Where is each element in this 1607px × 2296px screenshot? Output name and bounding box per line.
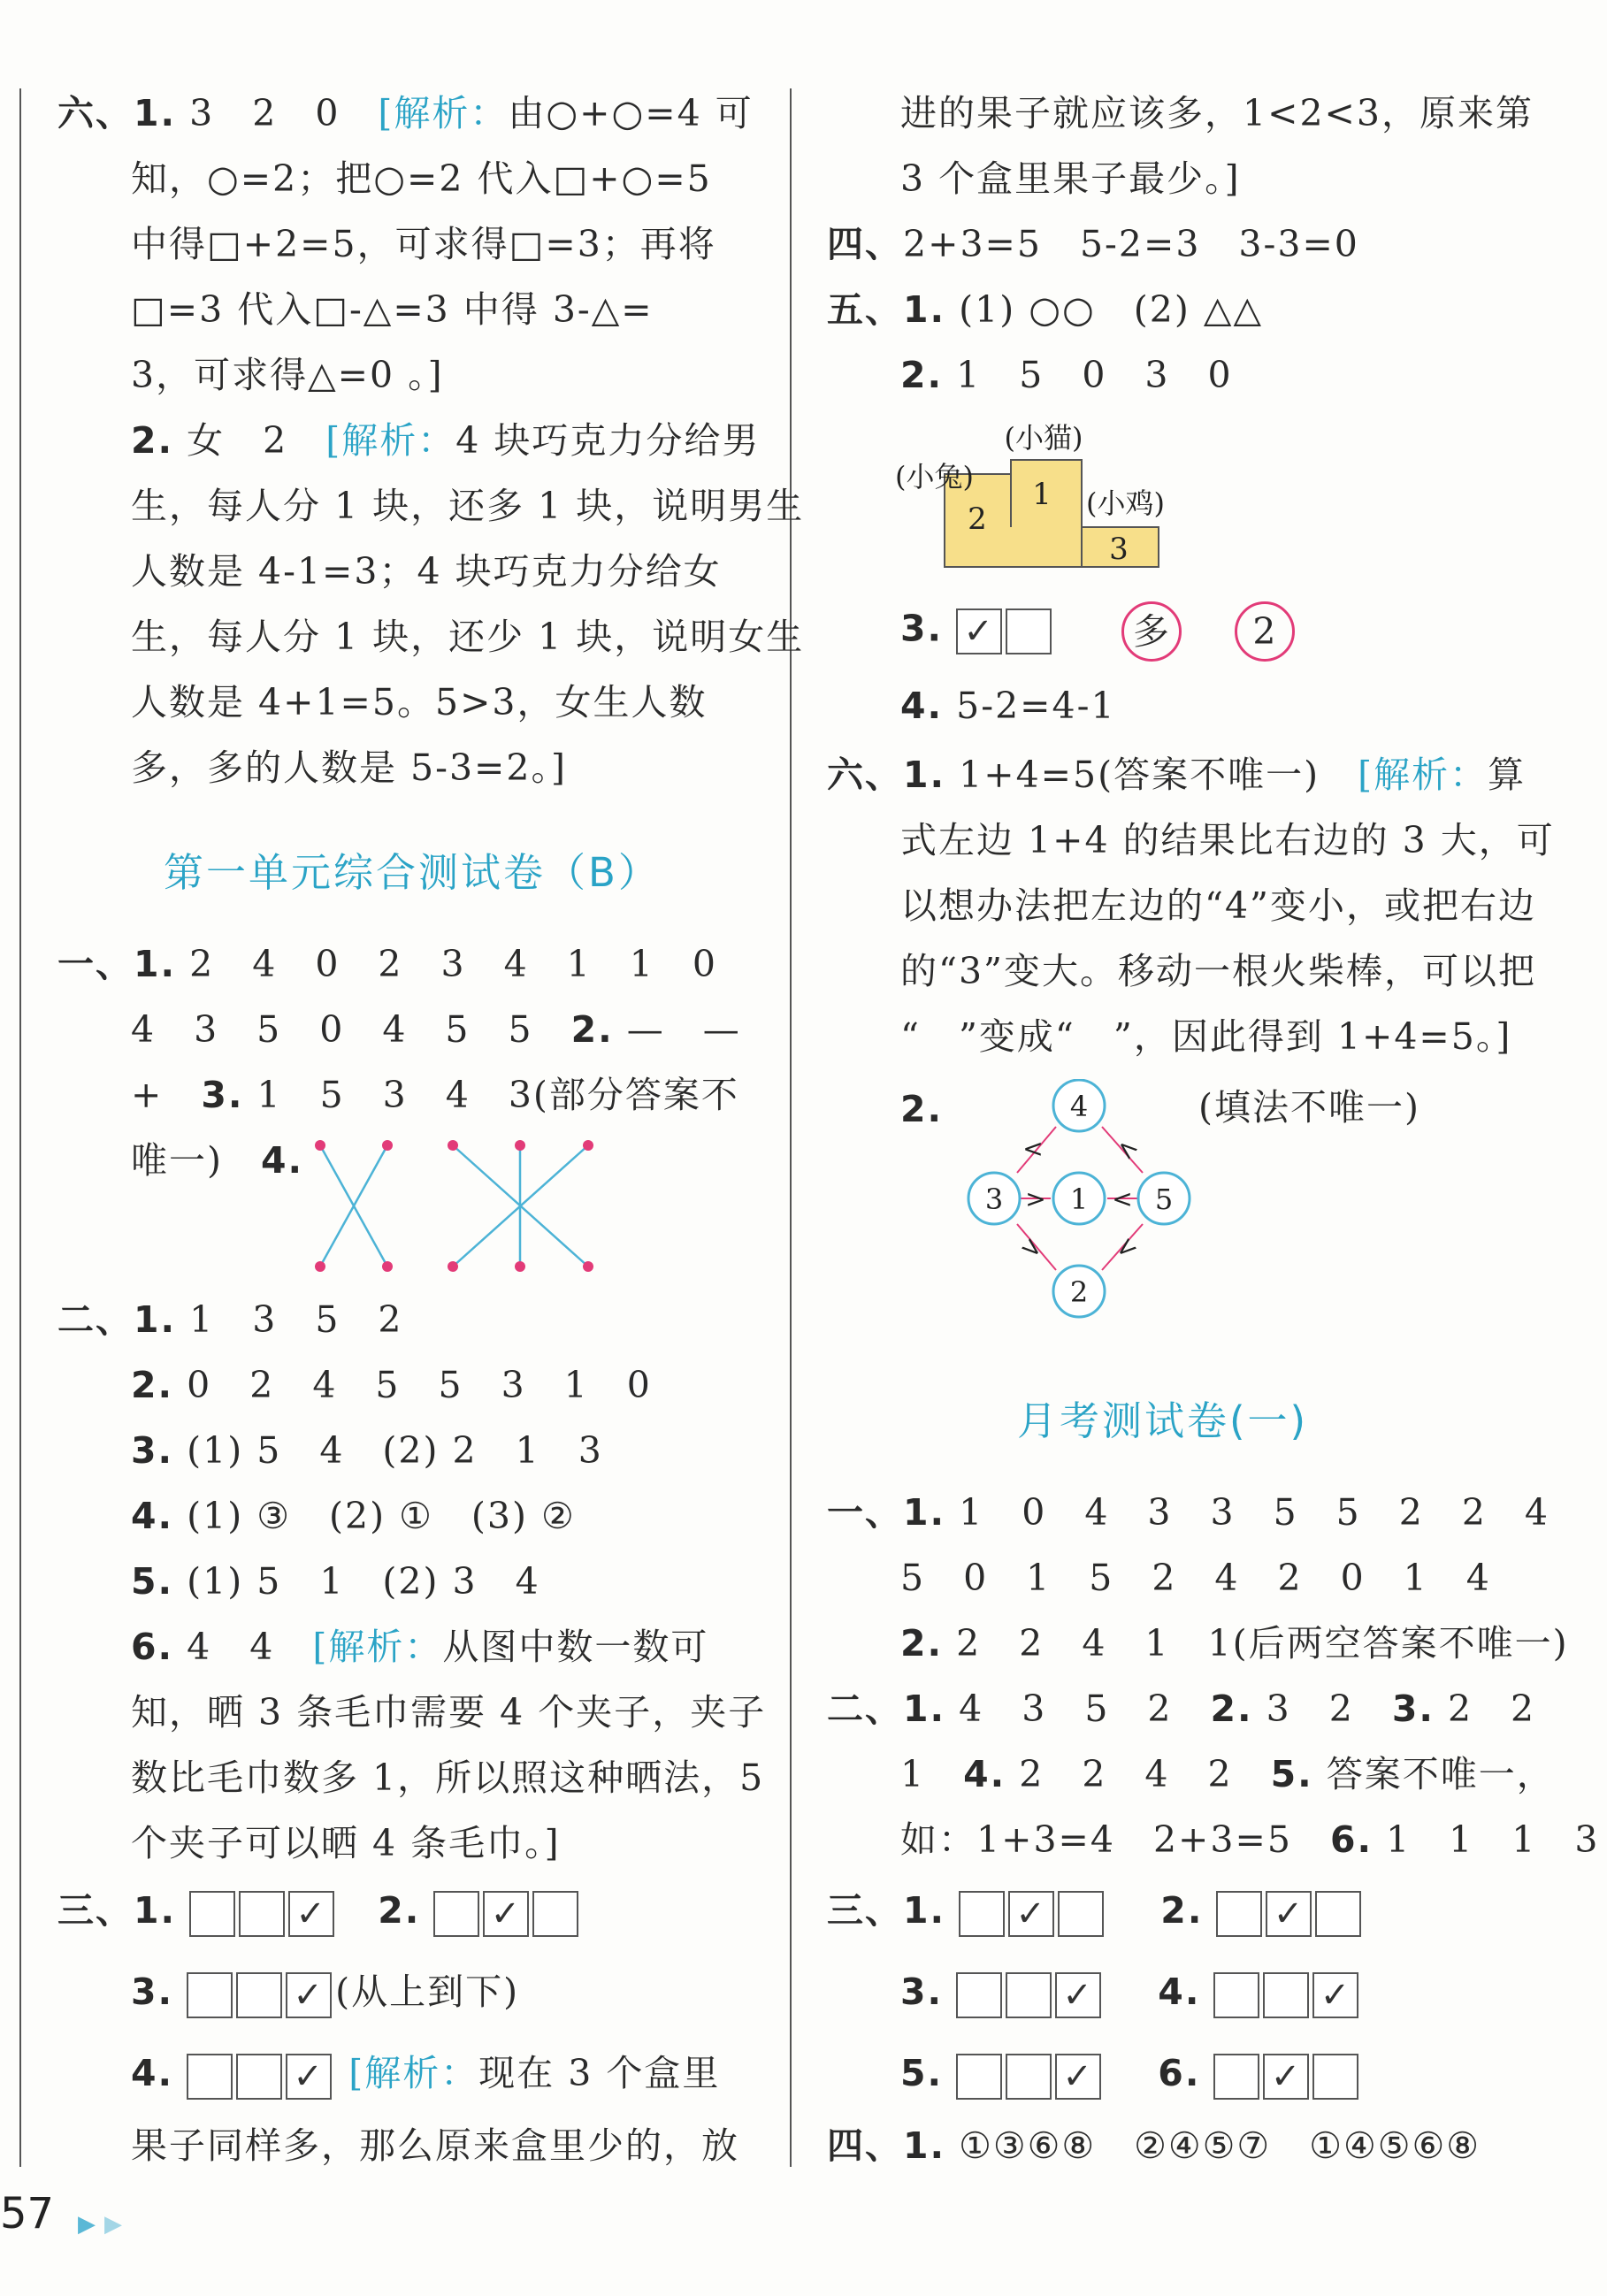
diamond-inequality-figure (937, 1079, 1221, 1344)
right-line-7: 4. 5-2=4-1 (900, 685, 1116, 727)
answer-box-checked: ✓ (1008, 1891, 1054, 1937)
circled-answer: 2 (1235, 601, 1295, 662)
left-line-10: 人数是 4+1=5。5>3，女生人数 (131, 681, 708, 723)
answer-box (1216, 1891, 1262, 1937)
right-line-4: 五、1. (1) ○○ (2) △△ (827, 288, 1263, 331)
left-margin-rule (19, 88, 21, 2167)
left-s3-line-b: 3. ✓ (从上到下) (131, 1967, 519, 2018)
page-arrow-icon: ▶ (78, 2211, 96, 2238)
node-value-right: 5 (1154, 1182, 1174, 1216)
answer-box-checked: ✓ (286, 2054, 332, 2100)
right-line-10: 以想办法把左边的“4”变小，或把右边 (900, 884, 1537, 927)
sign-bottom-left: > (1014, 1229, 1050, 1267)
left-line-3: 中得□+2=5，可求得□=3；再将 (131, 223, 716, 265)
answer-box-checked: ✓ (1266, 1891, 1312, 1937)
right-line-9: 式左边 1+4 的结果比右边的 3 大，可 (900, 819, 1555, 861)
answer-box-checked: ✓ (1312, 1972, 1358, 2018)
answer-box (189, 1891, 235, 1937)
left-s2-line-b: 2. 0 2 4 5 5 3 1 0 (131, 1364, 652, 1406)
podium-label-chick: (小鸡) (1086, 486, 1165, 520)
answer-box (236, 1972, 282, 2018)
right-m3-line-a: 三、1. ✓ 2. ✓ (827, 1886, 1365, 1937)
left-line-1: 六、1. 3 2 0 [解析：由○+○=4 可 (57, 92, 754, 134)
podium-number-1: 1 (1032, 477, 1052, 512)
right-m2-line-c: 如：1+3=4 2+3=5 6. 1 1 1 3 (900, 1818, 1600, 1861)
answer-box (433, 1891, 479, 1937)
sign-center-left: > (1025, 1184, 1046, 1213)
left-line-8: 人数是 4-1=3；4 块巧克力分给女 (131, 550, 722, 593)
answer-box (1006, 2054, 1052, 2100)
match-dot-top-5 (583, 1140, 593, 1151)
podium-number-2: 2 (968, 501, 987, 537)
answer-box (1058, 1891, 1104, 1937)
node-value-bottom: 2 (1069, 1275, 1089, 1309)
answer-box-checked: ✓ (483, 1891, 529, 1937)
match-dot-bottom-4 (515, 1261, 525, 1272)
fill-note: (填法不唯一) (1198, 1086, 1420, 1129)
sign-bottom-right: < (1108, 1229, 1144, 1267)
node-value-top: 4 (1069, 1090, 1089, 1123)
right-m1-line-b: 5 0 1 5 2 4 2 0 1 4 (900, 1557, 1491, 1599)
answer-box-checked: ✓ (286, 1972, 332, 2018)
podium-label-cat: (小猫) (1004, 421, 1083, 455)
right-m4-line: 四、1. ①③⑥⑧ ②④⑤⑦ ①④⑤⑥⑧ (827, 2124, 1481, 2167)
answer-box (1213, 2054, 1259, 2100)
answer-box (532, 1891, 578, 1937)
answer-box (1312, 2054, 1358, 2100)
left-s2-line-c: 3. (1) 5 4 (2) 2 1 3 (131, 1429, 603, 1472)
section-title-unit1-b: 第一单元综合测试卷（B） (164, 849, 661, 896)
answer-box-checked: ✓ (1055, 2054, 1101, 2100)
matching-lines-figure (301, 1132, 601, 1282)
match-dot-top-1 (315, 1140, 325, 1151)
match-dot-bottom-3 (448, 1261, 458, 1272)
right-line-12: “ ”变成“ ”，因此得到 1+4=5。] (900, 1015, 1512, 1058)
answer-box (1315, 1891, 1361, 1937)
node-value-left: 3 (984, 1182, 1004, 1216)
sign-top-right: < (1110, 1130, 1145, 1167)
right-line-2: 3 个盒里果子最少。] (900, 157, 1241, 200)
answer-box (187, 2054, 233, 2100)
left-line-5: 3，可求得△=0 。] (131, 354, 444, 396)
match-dot-bottom-1 (315, 1261, 325, 1272)
right-line-1: 进的果子就应该多，1<2<3，原来第 (900, 92, 1534, 134)
circled-answer: 多 (1121, 601, 1182, 662)
podium-label-rabbit: (小兔) (895, 460, 974, 494)
node-value-center: 1 (1069, 1182, 1089, 1216)
answer-box-checked: ✓ (956, 608, 1002, 654)
left-s2-line-a: 二、1. 1 3 5 2 (57, 1298, 403, 1341)
right-line-3: 四、2+3=5 5-2=3 3-3=0 (827, 223, 1359, 265)
left-s2-line-d: 4. (1) ③ (2) ① (3) ② (131, 1495, 576, 1537)
right-m3-line-b: 3. ✓ 4. ✓ (900, 1967, 1362, 2018)
column-divider (790, 88, 792, 2167)
answer-box (1006, 1972, 1052, 2018)
left-s2-line-e: 5. (1) 5 1 (2) 3 4 (131, 1560, 540, 1603)
answer-box-checked: ✓ (1263, 2054, 1309, 2100)
answer-box (956, 2054, 1002, 2100)
left-s1-line-d: 唯一) 4. (131, 1139, 304, 1182)
left-line-6: 2. 女 2 [解析：4 块巧克力分给男 (131, 419, 761, 462)
section-title-monthly-test-1: 月考测试卷(一) (1017, 1397, 1309, 1444)
answer-box-checked: ✓ (288, 1891, 334, 1937)
left-s2-line-f: 6. 4 4 [解析：从图中数一数可 (131, 1626, 709, 1668)
answer-box (239, 1891, 285, 1937)
page-number: 57 (0, 2189, 55, 2239)
left-s3-line-c: 4. ✓ [解析：现在 3 个盒里 (131, 2048, 720, 2100)
right-m1-line-a: 一、1. 1 0 4 3 3 5 5 2 2 4 (827, 1491, 1550, 1534)
left-line-9: 生，每人分 1 块，还少 1 块，说明女生 (131, 616, 805, 658)
left-line-4: □=3 代入□-△=3 中得 3-△= (131, 288, 654, 331)
match-dot-top-2 (382, 1140, 393, 1151)
sign-center-right: < (1112, 1184, 1133, 1213)
answer-box (187, 1972, 233, 2018)
left-s2-line-h: 数比毛巾数多 1，所以照这种晒法，5 (131, 1756, 765, 1799)
right-line-13: 2. (900, 1088, 944, 1130)
left-s2-line-i: 个夹子可以晒 4 条毛巾。] (131, 1822, 561, 1864)
left-s1-line-b: 4 3 5 0 4 5 5 2. — — (131, 1008, 741, 1051)
answer-box (1006, 608, 1052, 654)
match-dot-top-4 (515, 1140, 525, 1151)
left-line-11: 多，多的人数是 5-3=2。] (131, 746, 567, 789)
left-line-7: 生，每人分 1 块，还多 1 块，说明男生 (131, 485, 805, 527)
answer-box (236, 2054, 282, 2100)
right-m1-line-c: 2. 2 2 4 1 1(后两空答案不唯一) (900, 1622, 1569, 1665)
match-dot-bottom-2 (382, 1261, 393, 1272)
left-s2-line-g: 知，晒 3 条毛巾需要 4 个夹子，夹子 (131, 1691, 767, 1733)
podium-number-3: 3 (1109, 532, 1129, 567)
left-s3-line-d: 果子同样多，那么原来盒里少的，放 (131, 2124, 739, 2167)
right-line-8: 六、1. 1+4=5(答案不唯一) [解析：算 (827, 754, 1527, 796)
right-line-6: 3. ✓ 多 2 (900, 601, 1295, 662)
answer-box (1213, 1972, 1259, 2018)
left-s1-line-a: 一、1. 2 4 0 2 3 4 1 1 0 (57, 943, 717, 985)
right-line-11: 的“3”变大。移动一根火柴棒，可以把 (900, 950, 1537, 992)
answer-box (1263, 1972, 1309, 2018)
left-s3-line-a: 三、1. ✓ 2. ✓ (57, 1886, 582, 1937)
match-dot-top-3 (448, 1140, 458, 1151)
right-m2-line-b: 1 4. 2 2 4 2 5. 答案不唯一， (900, 1753, 1555, 1795)
right-m3-line-c: 5. ✓ 6. ✓ (900, 2048, 1362, 2100)
answer-box-checked: ✓ (1055, 1972, 1101, 2018)
answer-box (959, 1891, 1005, 1937)
answer-box (956, 1972, 1002, 2018)
podium-figure (893, 412, 1212, 580)
left-s1-line-c: + 3. 1 5 3 4 3(部分答案不 (131, 1074, 739, 1116)
match-dot-bottom-5 (583, 1261, 593, 1272)
page-arrow-icon: ▶ (104, 2211, 122, 2238)
right-line-5: 2. 1 5 0 3 0 (900, 354, 1233, 396)
sign-top-left: < (1022, 1134, 1044, 1163)
left-line-2: 知，○=2；把○=2 代入□+○=5 (131, 157, 712, 200)
right-m2-line-a: 二、1. 4 3 5 2 2. 3 2 3. 2 2 (827, 1688, 1536, 1730)
